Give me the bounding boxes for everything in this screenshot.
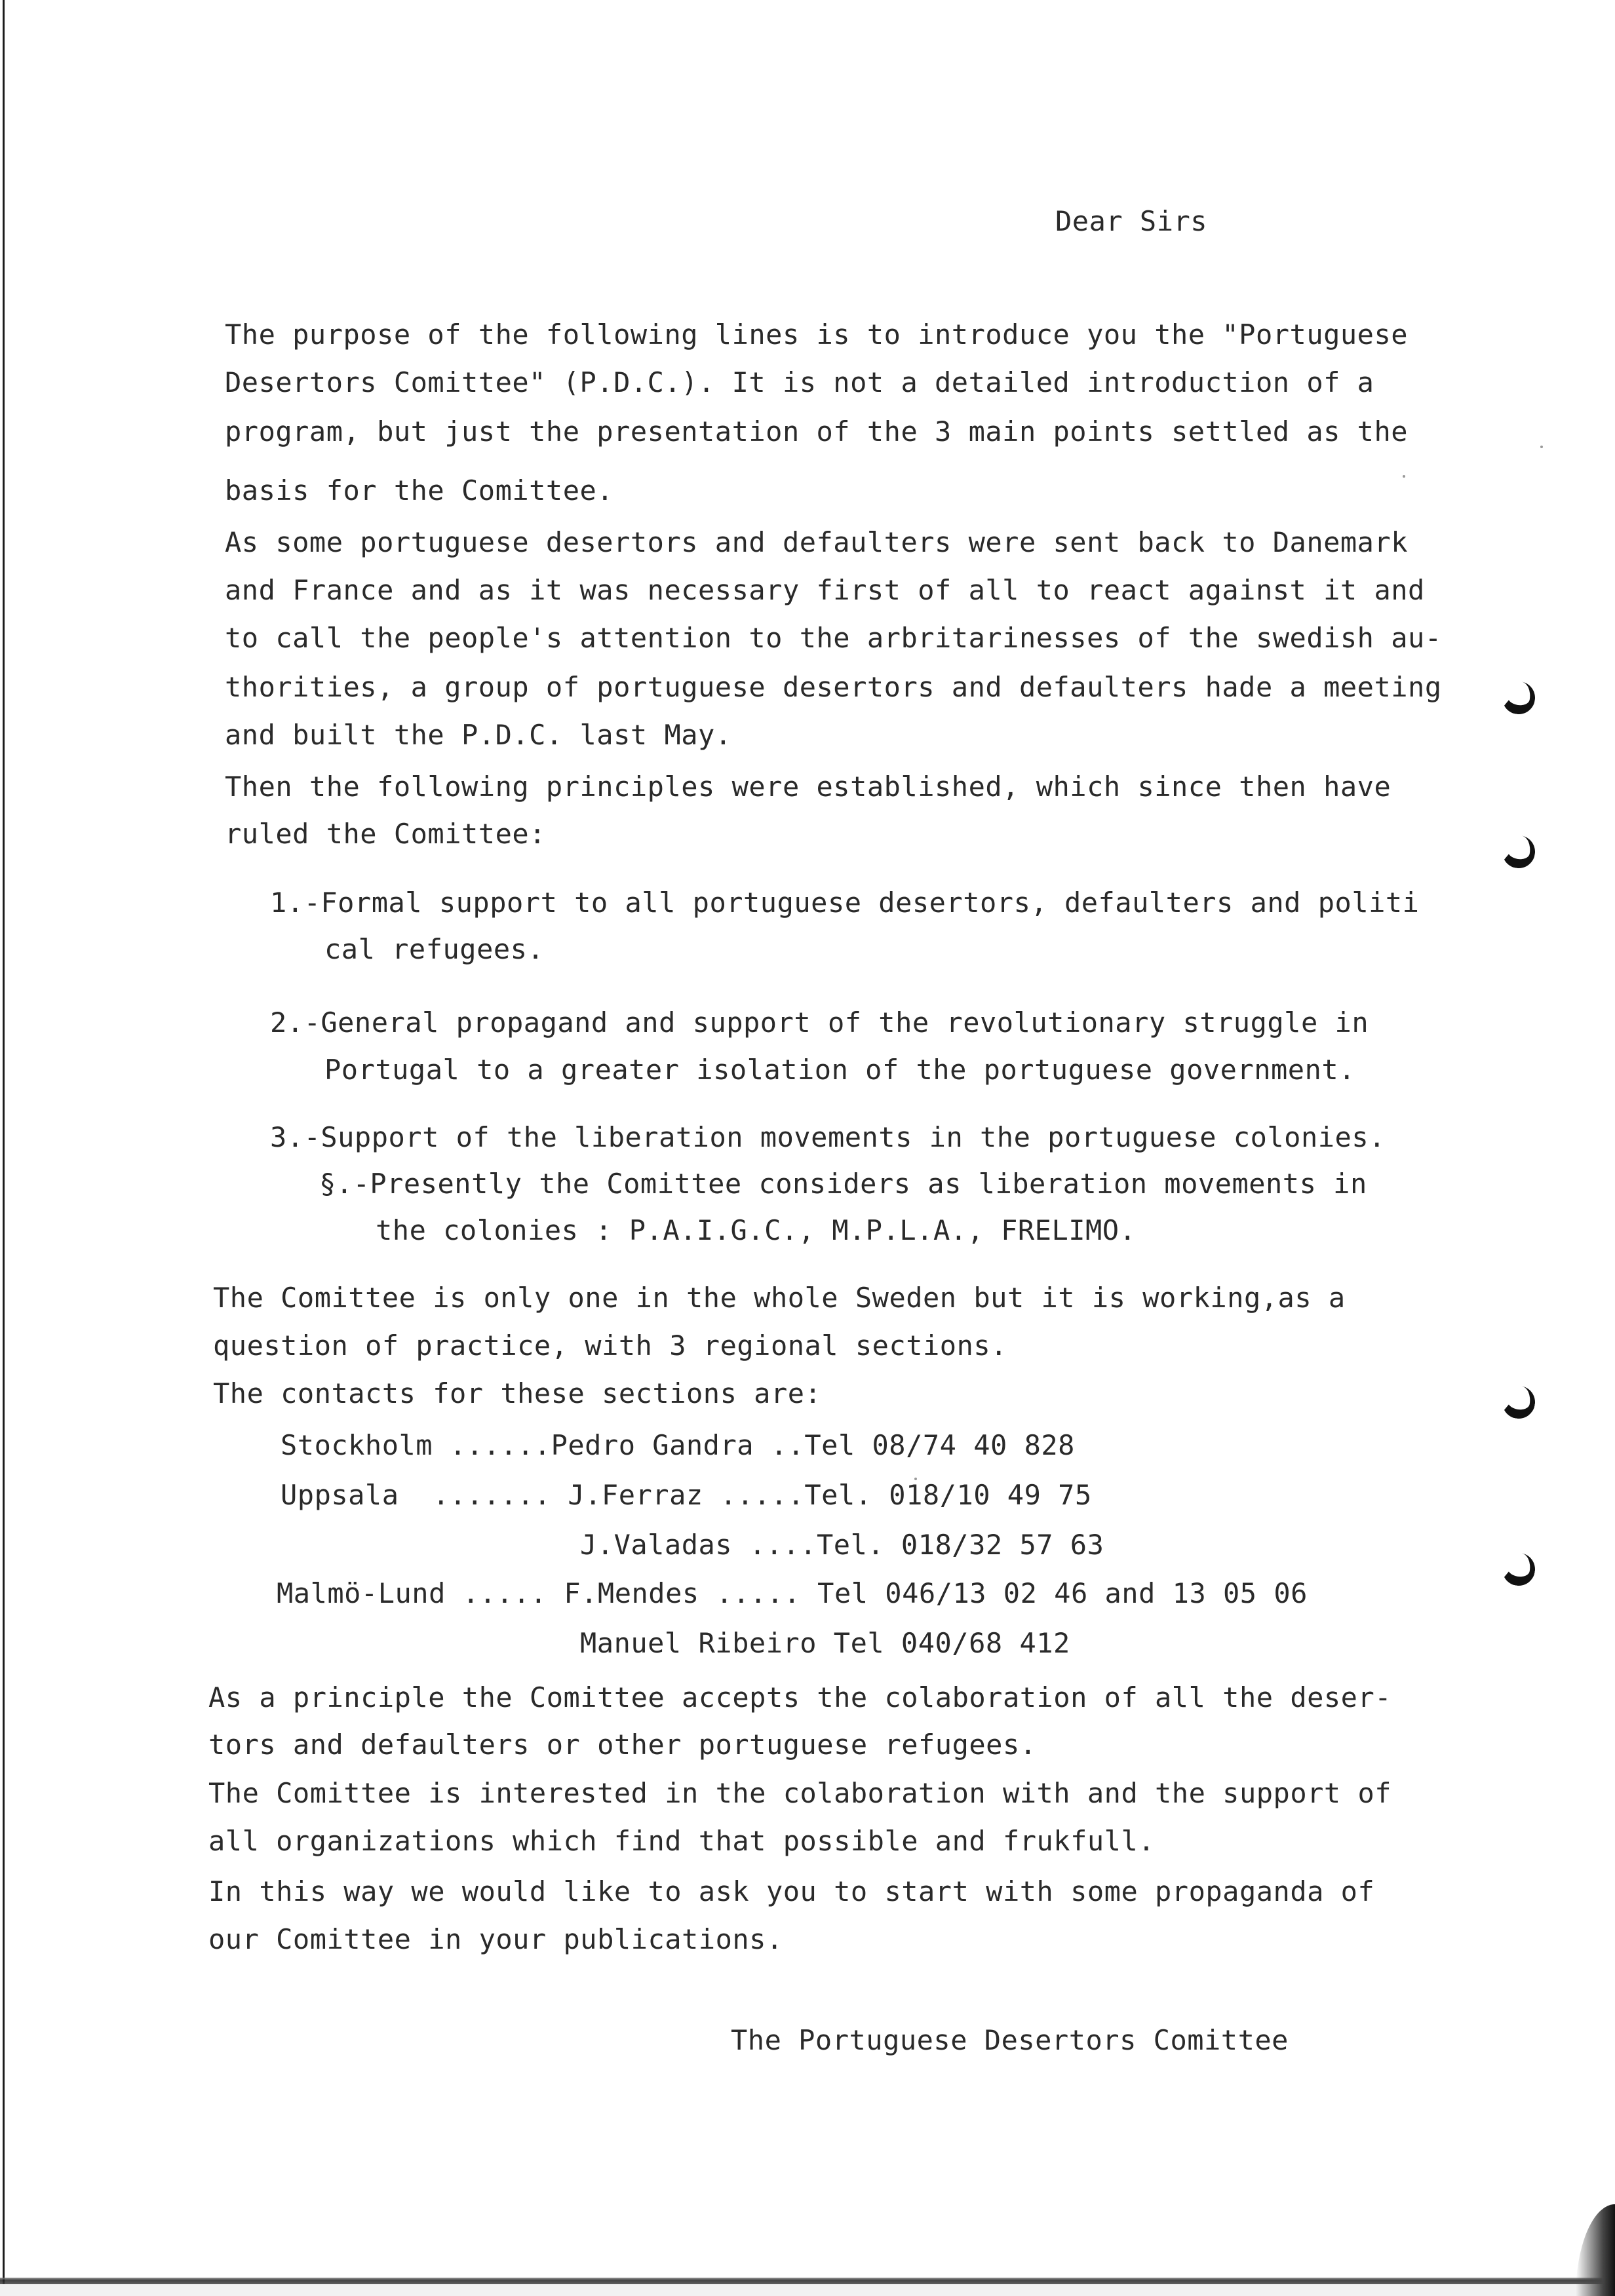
page-corner-curl	[1576, 2204, 1615, 2296]
principle-item: §.-Presently the Comittee considers as liberation movements in	[319, 1168, 1367, 1200]
body-line: program, but just the presentation of the 3 main points settled as the	[225, 415, 1409, 448]
scan-left-edge	[3, 0, 5, 2296]
body-line: question of practice, with 3 regional sections.	[213, 1330, 1007, 1362]
punch-hole	[1500, 679, 1538, 717]
body-line: and France and as it was necessary first of all to react against it and	[225, 574, 1425, 606]
principle-item: Portugal to a greater isolation of the portuguese government.	[324, 1054, 1355, 1086]
body-line: In this way we would like to ask you to start with some propaganda of	[208, 1875, 1375, 1907]
contact-line: Malmö-Lund ..... F.Mendes ..... Tel 046/13 02 46 and 13 05 06	[277, 1577, 1308, 1609]
body-line: basis for the Comittee.	[225, 474, 614, 507]
contact-line: Uppsala ....... J.Ferraz .....Tel. 018/10 49 75	[281, 1479, 1092, 1511]
body-line: As a principle the Comittee accepts the colaboration of all the deser-	[208, 1681, 1392, 1713]
principle-item: 3.-Support of the liberation movements in the portuguese colonies.	[270, 1121, 1386, 1153]
body-line: thorities, a group of portuguese desertors and defaulters hade a meeting	[225, 671, 1442, 703]
scan-bottom-edge	[0, 2278, 1615, 2284]
body-line: tors and defaulters or other portuguese refugees.	[208, 1729, 1037, 1761]
punch-hole	[1500, 1383, 1538, 1421]
scan-speck	[1403, 475, 1405, 478]
contact-line: J.Valadas ....Tel. 018/32 57 63	[580, 1529, 1104, 1561]
body-line: The Comittee is interested in the colaboration with and the support of	[208, 1777, 1392, 1809]
body-line: all organizations which find that possible and frukfull.	[208, 1825, 1156, 1857]
body-line: to call the people's attention to the arbritarinesses of the swedish au-	[225, 622, 1442, 654]
punch-hole	[1500, 833, 1538, 871]
body-line: As some portuguese desertors and defaulters were sent back to Danemark	[225, 526, 1409, 558]
principle-item: the colonies : P.A.I.G.C., M.P.L.A., FRELIMO.	[376, 1214, 1137, 1246]
contact-line: Manuel Ribeiro Tel 040/68 412	[580, 1627, 1070, 1659]
body-line: and built the P.D.C. last May.	[225, 719, 732, 751]
signature: The Portuguese Desertors Comittee	[731, 2024, 1289, 2056]
salutation: Dear Sirs	[1055, 205, 1208, 237]
principle-item: cal refugees.	[324, 933, 545, 965]
body-line: Then the following principles were established, which since then have	[225, 771, 1391, 803]
body-line: The purpose of the following lines is to introduce you the "Portuguese	[225, 318, 1409, 351]
principle-item: 2.-General propagand and support of the revolutionary struggle in	[270, 1006, 1369, 1039]
body-line: The contacts for these sections are:	[213, 1377, 822, 1409]
principle-item: 1.-Formal support to all portuguese desertors, defaulters and politi	[270, 887, 1420, 919]
scan-bottom-margin	[0, 2284, 1615, 2296]
body-line: our Comittee in your publications.	[208, 1923, 783, 1955]
body-line: The Comittee is only one in the whole Sweden but it is working,as a	[213, 1282, 1346, 1314]
punch-hole	[1500, 1550, 1538, 1588]
scan-speck	[1540, 446, 1543, 448]
body-line: Desertors Comittee" (P.D.C.). It is not a detailed introduction of a	[225, 366, 1374, 398]
contact-line: Stockholm ......Pedro Gandra ..Tel 08/74 40 828	[281, 1429, 1075, 1461]
body-line: ruled the Comittee:	[225, 818, 546, 850]
